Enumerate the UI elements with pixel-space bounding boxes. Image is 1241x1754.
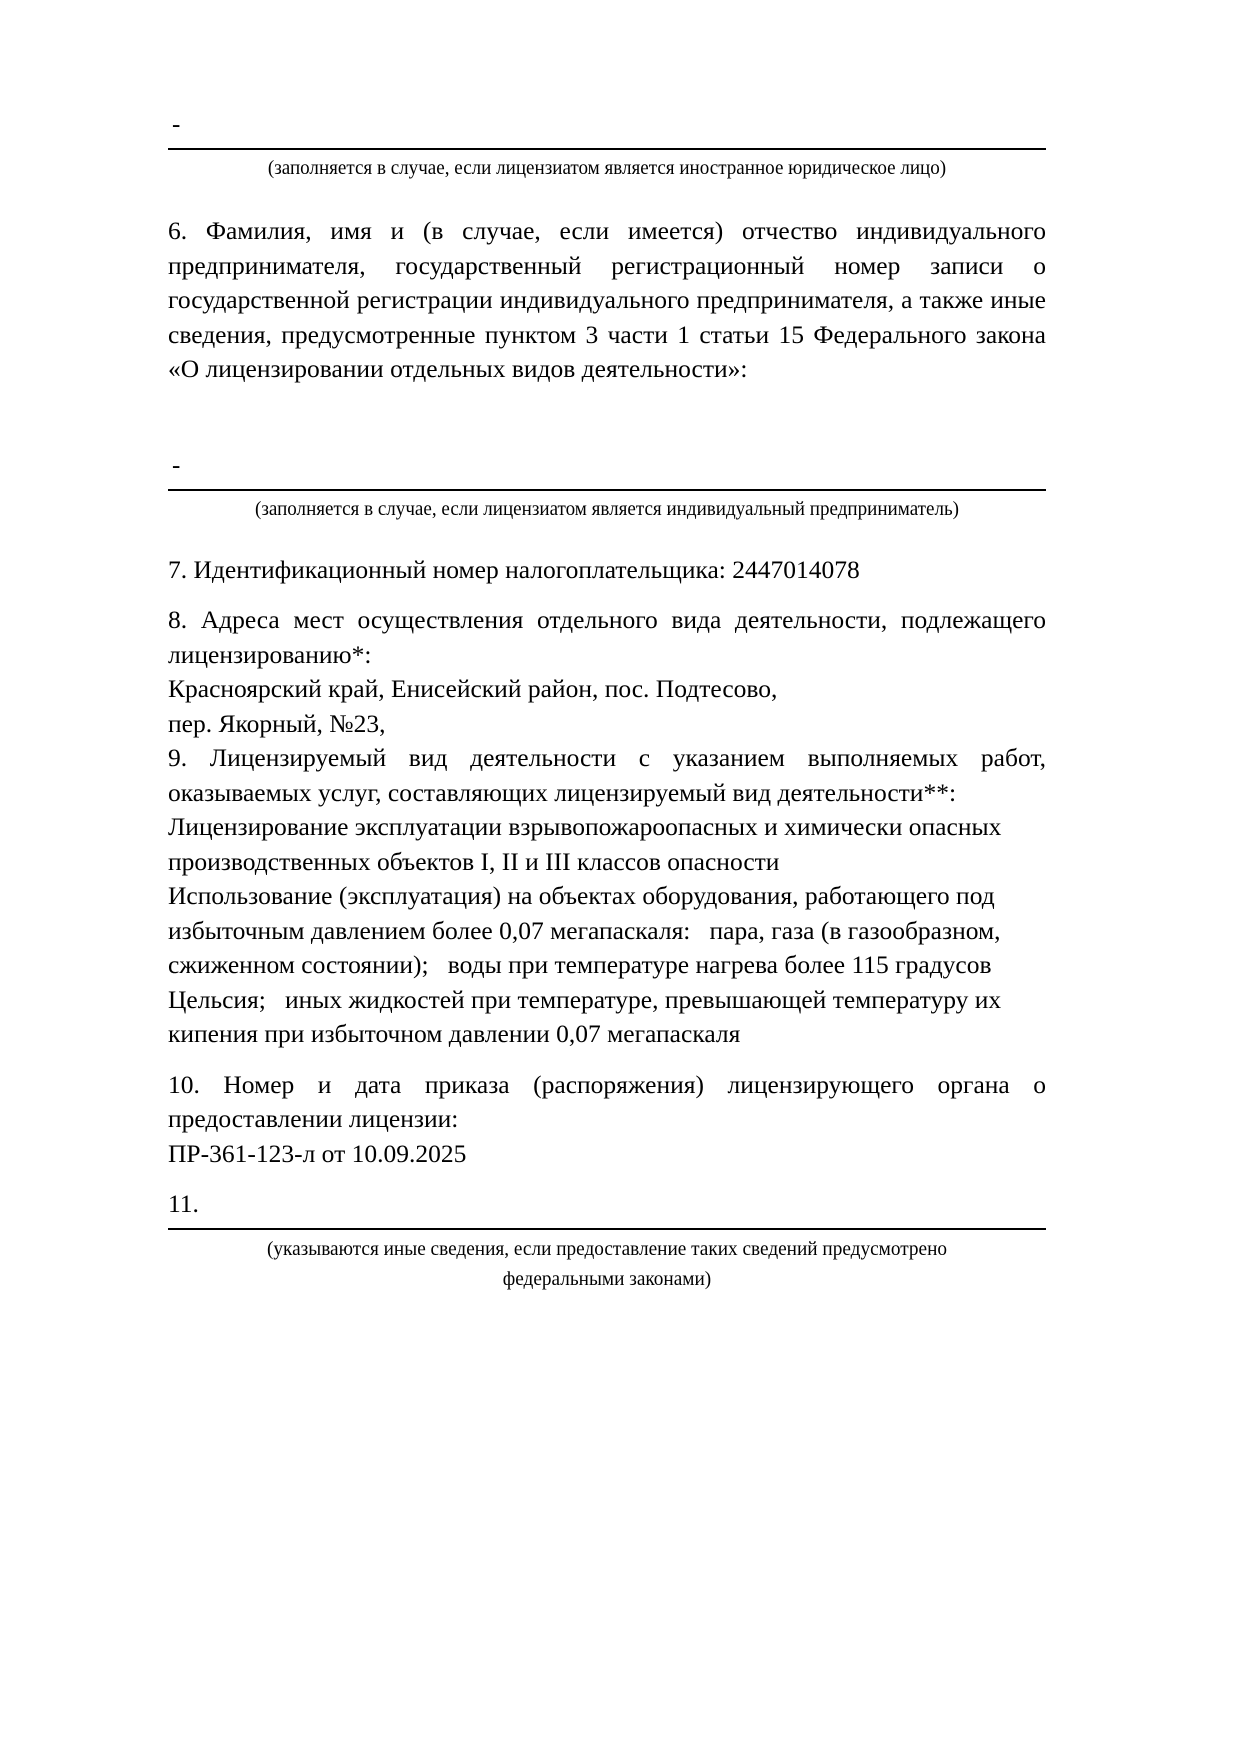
individual-entrepreneur-caption: (заполняется в случае, если лицензиатом является индивидуальный предприниматель) (254, 497, 960, 520)
individual-entrepreneur-field-block (168, 449, 1046, 523)
item-8-address-line-2: пер. Якорный, №23, (168, 708, 386, 738)
item-11-caption-line-1: (указываются иные сведения, если предоставление таких сведений предусмотрено (266, 1237, 948, 1260)
individual-entrepreneur-underline (168, 489, 1046, 491)
item-7-taxpayer-number: 7. Идентификационный номер налогоплательщика: 2447014078 (168, 554, 860, 584)
foreign-entity-underline (168, 148, 1046, 150)
spacer-before-item-7 (168, 523, 1046, 553)
spacer-before-item-11 (168, 1171, 1046, 1187)
spacer-before-item-10 (168, 1052, 1046, 1068)
item-11-underline (168, 1228, 1046, 1230)
item-10-order-number: ПР-361-123-л от 10.09.2025 (168, 1138, 467, 1168)
item-9-heading: 9. Лицензируемый вид деятельности с указанием выполняемых работ, оказываемых услуг, составляющих лицензируемый вид деятельности**: (168, 743, 1046, 807)
spacer-before-item-8 (168, 587, 1046, 603)
spacer-after-item-6 (168, 387, 1046, 449)
foreign-entity-field-block (168, 108, 1046, 182)
foreign-entity-caption: (заполняется в случае, если лицензиатом является иностранное юридическое лицо) (267, 157, 947, 179)
item-10-heading: 10. Номер и дата приказа (распоряжения) лицензирующего органа о предоставлении лицензии: (168, 1069, 1046, 1133)
item-9-activity-line-1: Лицензирование эксплуатации взрывопожароопасных и химически опасных производственных объектов I, II и III классов опасности (168, 812, 1008, 876)
item-8-heading: 8. Адреса мест осуществления отдельного вида деятельности, подлежащего лицензированию*: (168, 605, 1046, 669)
item-11-caption (194, 1234, 1019, 1294)
foreign-entity-value: - (172, 111, 181, 138)
item-9-activity-line-2: Использование (эксплуатация) на объектах оборудования, работающего под избыточным давлением более 0,07 мегапаскаля: пара, газа (в газообразном, сжиженном состоянии); воды при температуре нагрева более 115 градусов Цельсия; иных жидкостей при температуре, превышающей температуру их кипения при избыточном давлении 0,07 мегапаскаля (168, 881, 1008, 1048)
individual-entrepreneur-value: - (172, 451, 181, 479)
item-6-paragraph: 6. Фамилия, имя и (в случае, если имеется) отчество индивидуального предпринимателя, государственный регистрационный номер записи о государственной регистрации индивидуального предпринимателя, а также иные сведения, предусмотренные пунктом 3 части 1 статьи 15 Федерального закона «О лицензировании отдельных видов деятельности»: (168, 216, 1046, 383)
item-11-number: 11. (168, 1189, 199, 1218)
item-11-caption-line-2: федеральными законами) (502, 1267, 712, 1290)
item-8-address-line-1: Красноярский край, Енисейский район, пос. Подтесово, (168, 674, 778, 703)
